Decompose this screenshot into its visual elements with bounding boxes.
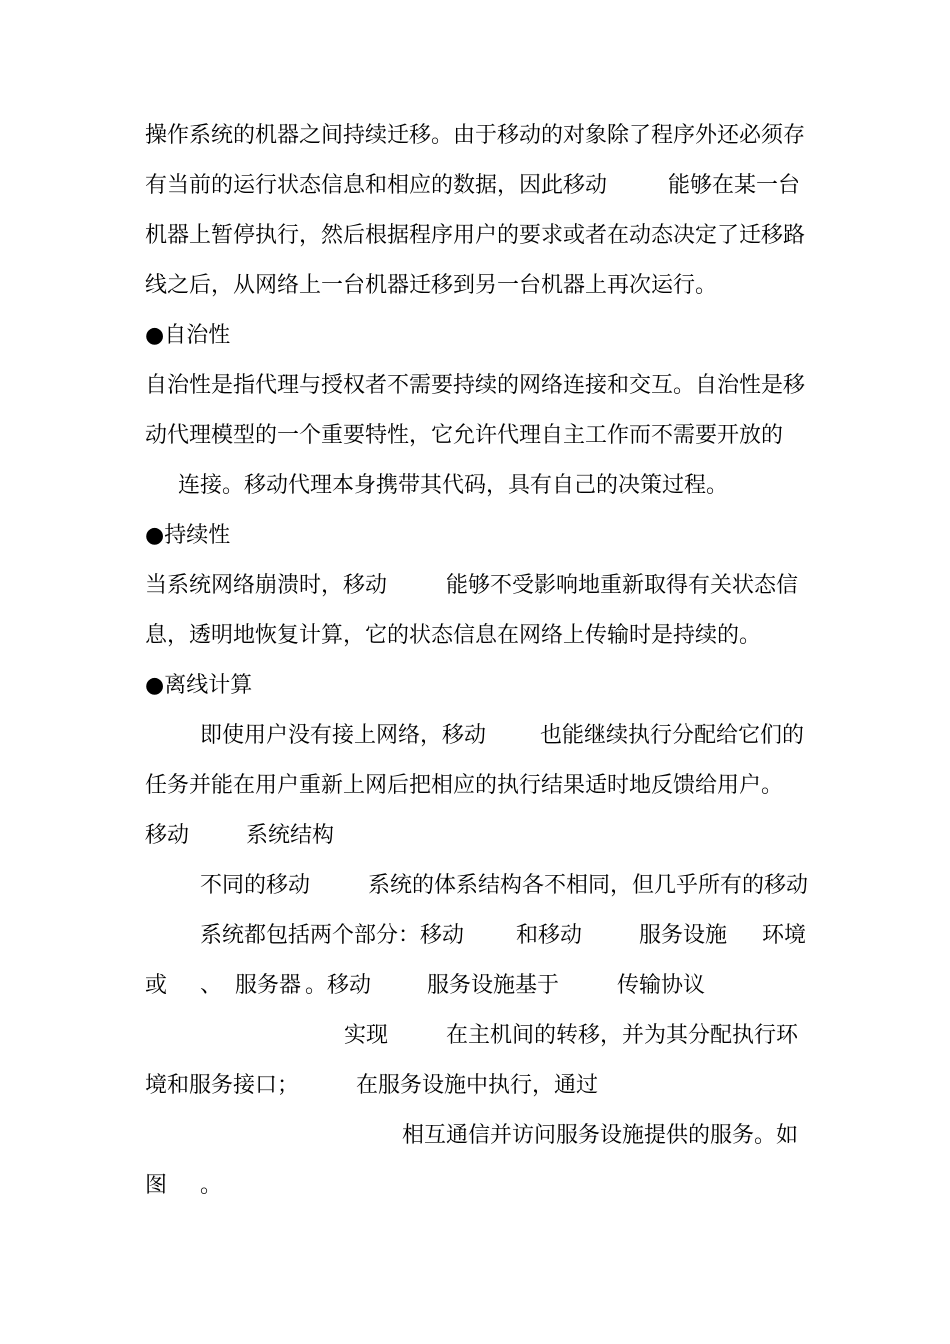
- heading-autonomy: ●自治性: [145, 323, 231, 348]
- text-segment: 在主机间的转移，并为其分配执行环: [446, 1023, 799, 1048]
- text-segment: 也能继续执行分配给它们的: [540, 723, 805, 748]
- heading-offline-computing: ●离线计算: [145, 673, 253, 698]
- text-segment: 、: [200, 973, 223, 998]
- text-segment: 能够在某一台: [668, 173, 801, 198]
- text-segment: 系统都包括两个部分：移动: [200, 923, 465, 948]
- text-segment: 连接。移动代理本身携带其代码，具有自己的决策过程。: [178, 473, 729, 498]
- text-segment: 即使用户没有接上网络，移动: [200, 723, 487, 748]
- text-segment: 不同的移动: [200, 873, 311, 898]
- text-segment: 。: [200, 1173, 223, 1198]
- text-segment: 息，透明地恢复计算，它的状态信息在网络上传输时是持续的。: [145, 623, 762, 648]
- heading-persistence: ●持续性: [145, 523, 231, 548]
- text-segment: 服务器: [235, 973, 302, 998]
- text-segment: 或: [145, 973, 168, 998]
- text-segment: 环境: [762, 923, 807, 948]
- text-segment: 当系统网络崩溃时，移动: [145, 573, 388, 598]
- text-segment: 。移动: [305, 973, 372, 998]
- text-segment: 线之后，从网络上一台机器迁移到另一台机器上再次运行。: [145, 273, 718, 298]
- text-segment: 移动: [145, 823, 190, 848]
- text-segment: 相互通信并访问服务设施提供的服务。如: [402, 1123, 799, 1148]
- text-segment: 动代理模型的一个重要特性，它允许代理自主工作而不需要开放的: [145, 423, 784, 448]
- text-segment: 能够不受影响地重新取得有关状态信: [446, 573, 799, 598]
- text-segment: 图: [145, 1173, 168, 1198]
- text-segment: 机器上暂停执行，然后根据程序用户的要求或者在动态决定了迁移路: [145, 223, 806, 248]
- text-segment: 有当前的运行状态信息和相应的数据，因此移动: [145, 173, 608, 198]
- text-segment: 操作系统的机器之间持续迁移。由于移动的对象除了程序外还必须存: [145, 123, 806, 148]
- text-segment: 任务并能在用户重新上网后把相应的执行结果适时地反馈给用户。: [145, 773, 784, 798]
- text-segment: 在服务设施中执行，通过: [356, 1073, 599, 1098]
- text-segment: 传输协议: [617, 973, 706, 998]
- text-segment: 和移动: [516, 923, 583, 948]
- text-segment: 系统的体系结构各不相同，但几乎所有的移动: [368, 873, 809, 898]
- text-segment: 服务设施: [639, 923, 728, 948]
- text-segment: 实现: [344, 1023, 389, 1048]
- text-segment: 服务设施基于: [427, 973, 560, 998]
- text-segment: 自治性是指代理与授权者不需要持续的网络连接和交互。自治性是移: [145, 373, 806, 398]
- text-segment: 系统结构: [246, 823, 335, 848]
- text-segment: 境和服务接口；: [145, 1073, 300, 1098]
